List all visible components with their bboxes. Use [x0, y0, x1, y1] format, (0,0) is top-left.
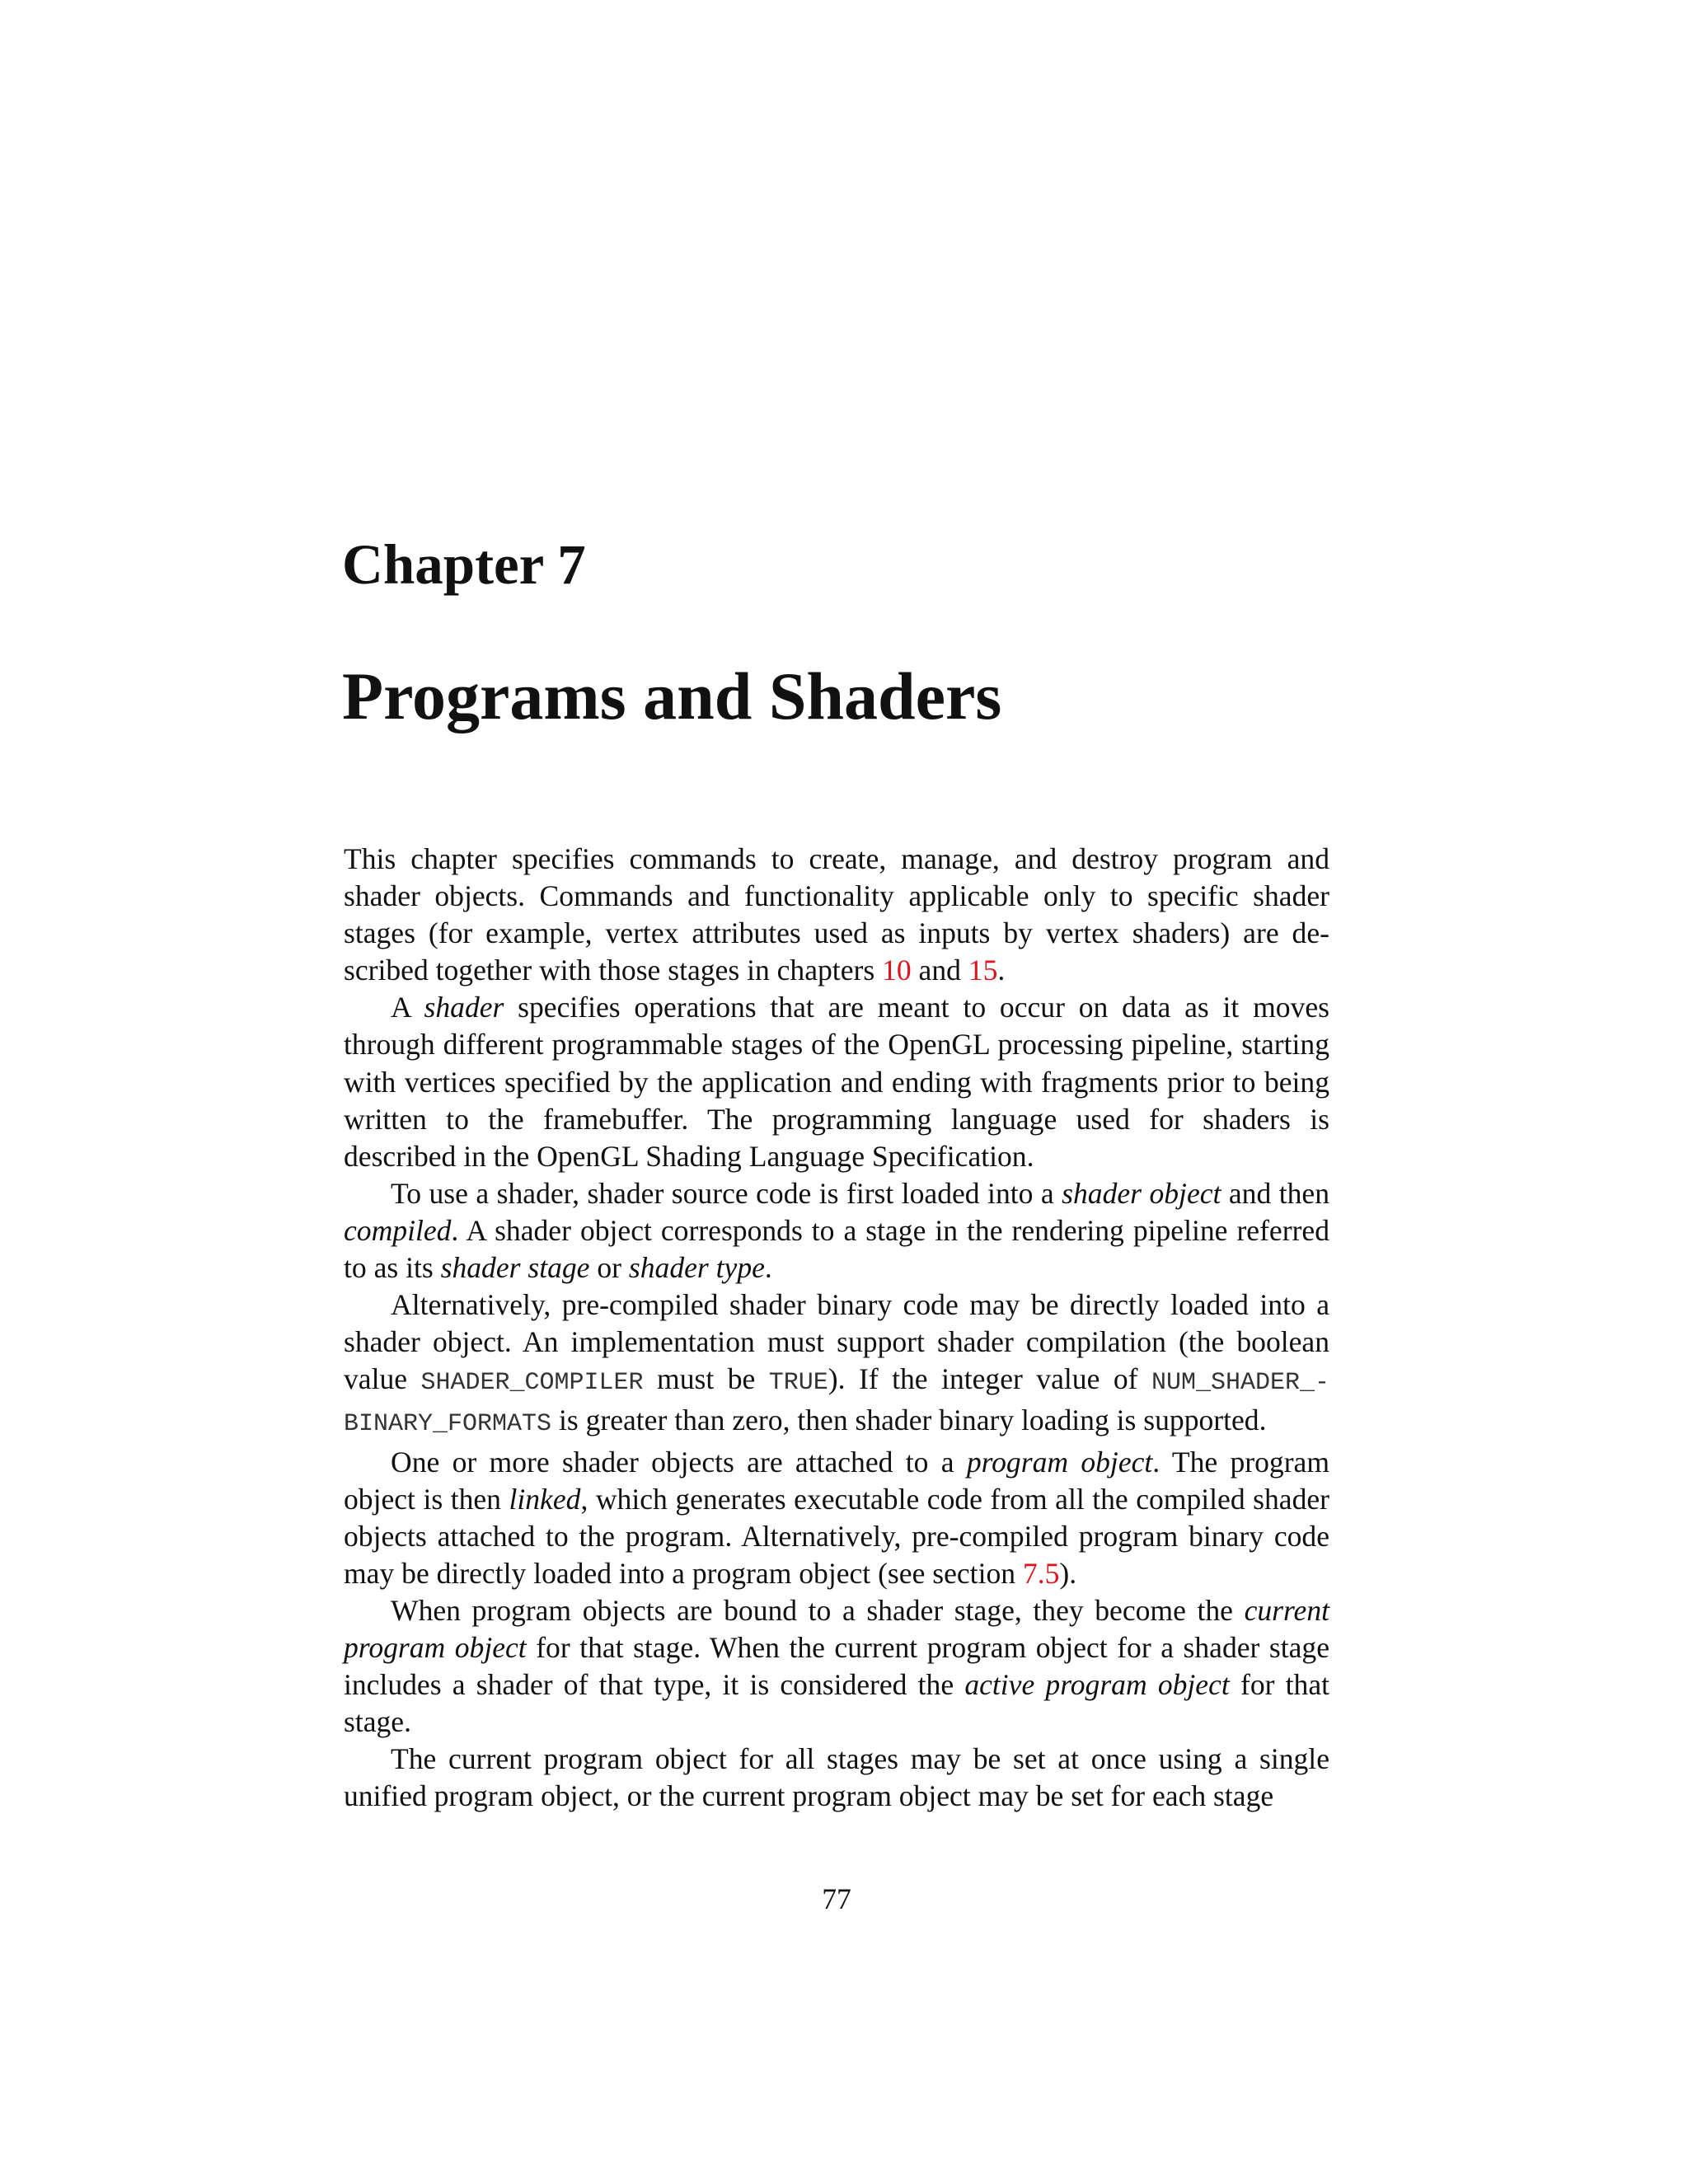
chapter-title: Programs and Shaders [342, 658, 1002, 733]
text-run: To use a shader, shader source code is first loaded into a [391, 1176, 1062, 1210]
token-true: TRUE [768, 1369, 828, 1398]
paragraph-shader-definition [344, 989, 1329, 1174]
chapter-15-link[interactable]: 15 [968, 954, 998, 987]
text-run: or [589, 1251, 629, 1285]
text-run: . A shader object corresponds to a stage in the rendering pipeline referred to as its [344, 1213, 1329, 1285]
term-current-program-object: current program object [344, 1593, 1329, 1664]
text-run: is greater than zero, then shader binary loading is supported. [551, 1404, 1267, 1437]
text-run: . [997, 954, 1006, 987]
text-run: Alternatively, pre-compiled shader binary code may be directly loaded into a shader object. An implementation must support shader compilation (the boolean value [344, 1288, 1329, 1396]
paragraph-shader-binary [344, 1286, 1329, 1443]
text-run: . The program object is then [344, 1445, 1330, 1516]
chapter-body [344, 841, 1329, 1815]
term-shader-object: shader object [1062, 1176, 1221, 1210]
term-shader: shader [424, 991, 504, 1024]
paragraph-current-program [344, 1592, 1329, 1741]
text-run: and [911, 954, 968, 987]
term-program-object: program object [966, 1445, 1153, 1479]
token-num-shader-binary-formats: NUM_SHADER_BINARY_FORMATS [344, 1369, 1329, 1439]
paragraph-program-object [344, 1444, 1329, 1592]
chapter-10-link[interactable]: 10 [882, 954, 912, 987]
text-run: When program objects are bound to a shader stage, they become the [391, 1593, 1245, 1627]
chapter-label: Chapter 7 [342, 533, 586, 596]
text-run: ). [1059, 1556, 1077, 1590]
paragraph-unified-program [344, 1741, 1329, 1815]
term-compiled: compiled [344, 1213, 452, 1247]
paragraph-intro [344, 841, 1329, 989]
text-run: and then [1221, 1176, 1329, 1210]
text-run: for that stage. When the current program object for a shader stage includes a shader of that type, it is considered the [344, 1630, 1329, 1702]
token-shader-compiler: SHADER_COMPILER [420, 1369, 644, 1398]
text-run: for that stage. [344, 1668, 1329, 1739]
text-run: must be [643, 1362, 769, 1396]
text-run: A [391, 991, 424, 1024]
term-shader-type: shader type [628, 1251, 765, 1285]
page-number: 77 [822, 1882, 851, 1915]
text-run: The current program object for all stages may be set at once using a single unified program object, or the current program object may be set for each stage [344, 1742, 1329, 1813]
term-linked: linked [509, 1482, 581, 1516]
text-run: . [764, 1251, 772, 1285]
term-shader-stage: shader stage [440, 1251, 590, 1285]
text-run: , which generates executable code from all the compiled shader objects attached to the program. Alternatively, pre-compiled program binary code may be directly loaded into a program object (see section [344, 1482, 1329, 1590]
text-run: ). If the integer value of [828, 1362, 1151, 1396]
term-active-program-object: active program object [964, 1668, 1230, 1702]
text-run: One or more shader objects are attached to a [391, 1445, 967, 1479]
text-run: This chapter specifies commands to create, manage, and destroy program and shader objects. Commands and functionality applicable only to specific shader stages (for example, vertex attributes used as inputs by vertex shaders) are described together with those stages in chapters [344, 842, 1329, 987]
text-run: specifies operations that are meant to occur on data as it moves through different programmable stages of the OpenGL processing pipeline, starting with vertices specified by the application and ending with fragments prior to being written to the framebuffer. The programming language used for shaders is described in the OpenGL Shading Language Specification. [344, 991, 1329, 1173]
section-7-5-link[interactable]: 7.5 [1022, 1556, 1060, 1590]
paragraph-shader-object [344, 1175, 1329, 1286]
